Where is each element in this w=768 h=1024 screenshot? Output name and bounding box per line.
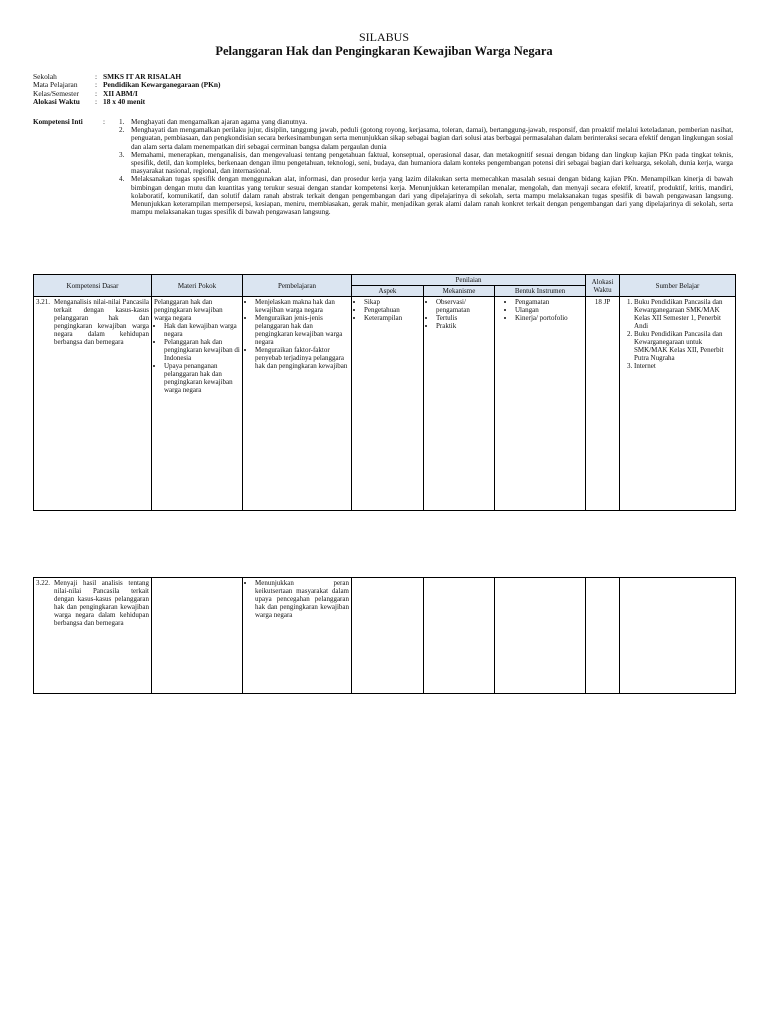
- aspek-item: • Sikap: [364, 298, 421, 306]
- aspek-cell: [352, 578, 424, 694]
- info-label: Mata Pelajaran: [33, 80, 78, 90]
- info-value: Pendidikan Kewarganegaraan (PKn): [103, 80, 221, 90]
- alokasi-cell: 18 JP: [586, 297, 620, 511]
- sumber-item: 3. Internet: [634, 362, 733, 370]
- pembelajaran-item: • Menguraikan jenis-jenis pelanggaran hak dan pengingkaran kewajiban warga negara: [255, 314, 349, 346]
- header-aspek: Aspek: [352, 286, 424, 297]
- info-value: 18 x 40 menit: [103, 97, 146, 107]
- info-row-kelas: Kelas/Semester : XII ABM/I: [33, 90, 733, 98]
- table-row: [34, 297, 736, 511]
- mekanisme-item: • Tertulis: [436, 314, 492, 322]
- kompetensi-inti-label: Kompetensi Inti: [33, 118, 83, 126]
- materi-item: • Upaya penanganan pelanggaran hak dan pengingkaran kewajiban warga negara: [164, 362, 240, 394]
- instrumen-cell: [495, 578, 586, 694]
- materi-item: • Hak dan kewajiban warga negara: [164, 322, 240, 338]
- pembelajaran-cell: [243, 297, 352, 511]
- sumber-cell: [620, 578, 736, 694]
- instrumen-item: • Pengamatan: [515, 298, 583, 306]
- info-label: Alokasi Waktu: [33, 97, 80, 107]
- header-penilaian: Penilaian: [352, 275, 586, 286]
- sumber-cell: [620, 297, 736, 511]
- kompetensi-inti-item: 2. Menghayati dan mengamalkan perilaku jujur, disiplin, tanggung jawab, peduli (gotong royong, kerjasama, toleran, damai), bertanggung-jawab, responsif, dan proaktif melalui keteladanan, pemberian nasihat, penguatan, pembiasaan, dan pengkondisian secara berkesinambungan serta menunjukkan sikap sebagai bagian dari solusi atas berbagai permasalahan dalam berinteraksi secara efektif dengan lingkungan sosial dan alam serta dalam menempatkan diri sebagai cerminan bangsa dalam pergaulan dunia: [119, 126, 733, 151]
- info-row-sekolah: Sekolah : SMKS IT AR RISALAH: [33, 73, 733, 81]
- info-value: XII ABM/I: [103, 88, 138, 98]
- kompetensi-inti-list: [119, 118, 733, 216]
- document-title: SILABUS: [358, 30, 409, 44]
- header-bentuk-instrumen: Bentuk Instrumen: [495, 286, 586, 297]
- syllabus-table-continued: [33, 577, 736, 694]
- pembelajaran-item: • Menunjukkan peran keikutsertaan masyarakat dalam upaya pencegahan pelanggaran hak dan pengingkaran kewajiban warga negara: [255, 579, 349, 619]
- header-materi-pokok: Materi Pokok: [152, 275, 243, 297]
- mekanisme-cell: [424, 297, 495, 511]
- info-row-alokasi: Alokasi Waktu : 18 x 40 menit: [33, 98, 733, 106]
- materi-item: • Pelanggaran hak dan pengingkaran kewajiban di Indonesia: [164, 338, 240, 362]
- instrumen-item: • Kinerja/ portofolio: [515, 314, 583, 322]
- mekanisme-item: • Observasi/ pengamatan: [436, 298, 492, 314]
- header-pembelajaran: Pembelajaran: [243, 275, 352, 297]
- alokasi-cell: [586, 578, 620, 694]
- aspek-item: • Pengetahuan: [364, 306, 421, 314]
- kompetensi-inti-item: 4. Melaksanakan tugas spesifik dengan menggunakan alat, informasi, dan prosedur kerja yang lazim dilakukan serta memecahkan masalah sesuai dengan bidang kajian PKn. Menampilkan kinerja di bawah bimbingan dengan mutu dan kuantitas yang terukur sesuai dengan standar kompetensi kerja. Menunjukkan keterampilan menalar, mengolah, dan menyaji secara efektif, kreatif, produktif, kritis, mandiri, kolaboratif, komunikatif, dan solutif dalam ranah abstrak terkait dengan pengembangan dari yang dipelajarinya di sekolah, serta mampu melaksanakan tugas spesifik di bawah pengawasan langsung. Menunjukkan keterampilan mempersepsi, kesiapan, meniru, membiasakan, gerak mahir, menjadikan gerak alami dalam ranah konkret terkait dengan pengembangan dari yang dipelajarinya di sekolah, serta mampu melaksanakan tugas spesifik di bawah pengawasan langsung.: [119, 175, 733, 217]
- info-row-mapel: Mata Pelajaran : Pendidikan Kewarganegaraan (PKn): [33, 81, 733, 89]
- header-kompetensi-dasar: Kompetensi Dasar: [34, 275, 152, 297]
- info-label: Sekolah: [33, 72, 57, 81]
- pembelajaran-cell: [243, 578, 352, 694]
- instrumen-item: • Ulangan: [515, 306, 583, 314]
- aspek-cell: [352, 297, 424, 511]
- kd-cell: 3.22. Menyaji hasil analisis tentang nilai-nilai Pancasila terkait dengan kasus-kasus pelanggaran hak dan pengingkaran kewajiban warga negara dalam kehidupan berbangsa dan bernegara: [34, 578, 152, 694]
- kompetensi-inti-item: 3. Memahami, menerapkan, menganalisis, dan mengevaluasi tentang pengetahuan faktual, konseptual, operasional dasar, dan metakognitif sesuai dengan bidang dan lingkup kajian PKn pada tingkat teknis, spesifik, detil, dan kompleks, berkenaan dengan ilmu pengetahuan, teknologi, seni, budaya, dan humaniora dalam konteks pengembangan potensi diri sebagai bagian dari keluarga, sekolah, dunia kerja, warga masyarakat nasional, regional, dan internasional.: [119, 150, 733, 176]
- table-row: [34, 578, 736, 694]
- identity-block: [33, 73, 733, 107]
- header-mekanisme: Mekanisme: [424, 286, 495, 297]
- pembelajaran-item: • Menguraikan faktor-faktor penyebab terjadinya pelanggara hak dan pengingkaran kewajiban: [255, 346, 349, 370]
- kompetensi-inti-item: 1. Menghayati dan mengamalkan ajaran agama yang dianutnya.: [119, 118, 308, 126]
- sumber-item: 1. Buku Pendidikan Pancasila dan Kewarganegaraan SMK/MAK Kelas XII Semester 1, Penerbit Andi: [634, 298, 733, 330]
- materi-cell: [152, 578, 243, 694]
- mekanisme-item: • Praktik: [436, 322, 492, 330]
- kd-cell: 3.21. Menganalisis nilai-nilai Pancasila terkait dengan kasus-kasus pelanggaran hak dan pengingkaran kewajiban warga negara dalam kehidupan berbangsa dan bernegara: [34, 297, 152, 511]
- info-label: Kelas/Semester: [33, 88, 79, 98]
- syllabus-table: [33, 274, 736, 511]
- instrumen-cell: [495, 297, 586, 511]
- sumber-item: 2. Buku Pendidikan Pancasila dan Kewarganegaraan untuk SMK/MAK Kelas XII, Penerbit Putra Nugraha: [634, 330, 733, 362]
- info-value: SMKS IT AR RISALAH: [103, 72, 182, 81]
- aspek-item: • Keterampilan: [364, 314, 421, 322]
- header-alokasi-waktu: Alokasi Waktu: [586, 275, 620, 297]
- document-subtitle: Pelanggaran Hak dan Pengingkaran Kewajiban Warga Negara: [215, 44, 553, 58]
- materi-cell: [152, 297, 243, 511]
- pembelajaran-item: • Menjelaskan makna hak dan kewajiban warga negara: [255, 298, 349, 314]
- header-sumber-belajar: Sumber Belajar: [620, 275, 736, 297]
- materi-intro: Pelanggaran hak dan pengingkaran kewajiban warga negara: [154, 298, 223, 322]
- mekanisme-cell: [424, 578, 495, 694]
